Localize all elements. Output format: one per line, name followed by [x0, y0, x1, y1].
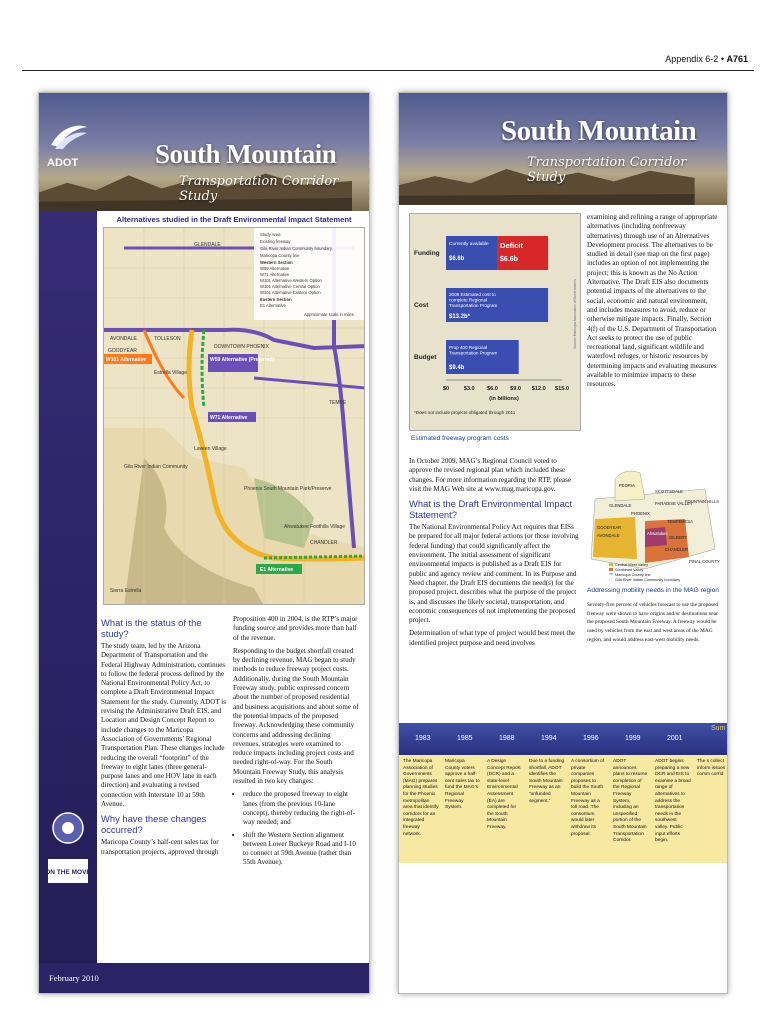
- deis-text-1: The National Environmental Policy Act requires that EISs be prepared for all major federal actions (or those involving federal funding) that could significantly affect the environment. The initial assessment of significant environmental impacts is published as a Draft EIS for public and agency review and comment. In its Purpose and Need chapter, the Draft EIS documents the need(s) for the proposed project, describes what the purpose of the project is, and discusses the likely societal, transportation, and economic consequences of not implementing the proposed project.: [409, 523, 579, 625]
- svg-text:Western Section: Western Section: [260, 260, 293, 265]
- chart-x-tick: $0: [442, 386, 450, 392]
- mobility-map-drawing: [585, 459, 721, 583]
- timeline-year: 1988: [499, 735, 515, 742]
- mobility-text: Seventy-five percent of vehicles forecast to use the proposed freeway were shown to have origins and/or destinations near the proposed South Mountain Freeway. A freeway would be used by vehicles from the east and west areas of the MAG region, and would address east-west mobility needs.: [587, 601, 719, 643]
- left-footer: [39, 963, 369, 993]
- svg-text:AVONDALE: AVONDALE: [110, 336, 137, 342]
- svg-text:TEMPE: TEMPE: [329, 400, 347, 406]
- svg-text:Ahwatukee: Ahwatukee: [647, 531, 668, 536]
- chart-source-note: Source: Maricopa Association of Governments: [573, 279, 577, 349]
- svg-text:GLENDALE: GLENDALE: [194, 242, 221, 248]
- svg-text:CHANDLER: CHANDLER: [665, 547, 689, 552]
- prop400-column: [233, 615, 359, 871]
- svg-text:W101 Alternative Western Optio: W101 Alternative Western Option: [260, 278, 322, 283]
- chart-x-tick: $15.0: [555, 386, 569, 392]
- svg-text:Approximate scale in miles: Approximate scale in miles: [304, 312, 354, 317]
- timeline-event: Due to a funding shortfall, ADOT identifies the South Mountain Freeway as an “unfunded segment.”: [529, 759, 565, 804]
- adot-logo: ADOT: [47, 157, 79, 169]
- timeline-event: The s collect inform issues comm corrid: [697, 759, 726, 778]
- chart-category-label: Funding: [414, 250, 440, 257]
- timeline-event: A Design Concept Report (DCR) and a state-level Environmental Assessment (EA) are completed for the South Mountain Freeway.: [487, 759, 521, 830]
- mobility-map: [585, 459, 721, 583]
- chart-category-label: Budget: [414, 354, 437, 361]
- why-heading: Why have these changes occurred?: [101, 813, 207, 836]
- timeline-year: 2001: [667, 735, 683, 742]
- svg-text:GILBERT: GILBERT: [669, 535, 687, 540]
- w59-label: W59 Alternative (Preferred): [210, 357, 275, 363]
- svg-text:TOLLESON: TOLLESON: [154, 336, 181, 342]
- bar-label-cost: Transportation Program: [449, 303, 498, 309]
- bar-label-cost: 2009 Estimated cost to: [449, 292, 496, 297]
- timeline-event: The Maricopa Association of Governments (MAG) prepares planning studies for the Phoenix metropolitan area that identify corridors for an integrated freeway network.: [403, 759, 439, 837]
- history-timeline: [399, 723, 727, 755]
- deis-heading: What is the Draft Environmental Impact Statement?: [409, 498, 573, 521]
- svg-text:FOUNTAIN HILLS: FOUNTAIN HILLS: [685, 499, 719, 504]
- chart-x-label: (in billions): [489, 396, 519, 402]
- svg-text:DOWNTOWN PHOENIX: DOWNTOWN PHOENIX: [214, 344, 269, 350]
- svg-text:Estrella Village: Estrella Village: [154, 370, 187, 376]
- appendix-label: Appendix 6-2: [665, 54, 719, 64]
- svg-text:Study Area: Study Area: [260, 232, 281, 237]
- svg-text:PEORIA: PEORIA: [619, 483, 635, 488]
- svg-text:W101 Alternative Eastern Optio: W101 Alternative Eastern Option: [260, 290, 321, 295]
- bar-label-budget: Prop 400 Regional: [449, 345, 488, 350]
- left-banner: [39, 93, 369, 211]
- bar-label-cost: complete Regional: [449, 297, 488, 303]
- w101-label: W101 Alternative: [106, 357, 147, 363]
- e1-label: E1 Alternative: [260, 567, 294, 573]
- newsletter-page-inside: [398, 92, 728, 994]
- status-heading: What is the status of the study?: [101, 617, 202, 639]
- svg-text:Existing freeway: Existing freeway: [260, 239, 291, 244]
- map-title: Alternatives studied in the Draft Environmental Impact Statement: [116, 215, 352, 224]
- status-text: The study team, led by the Arizona Department of Transportation and the Federal Highway Administration, continues to follow the federal process defined by the National Environmental Policy Act, to complete a Draft Environmental Impact Statement for the study. Currently, ADOT is revising the Administrative Draft EIS, and Location and Design Concept Report to include changes to the Maricopa Association of Governments’ Regional Transportation Plan. These changes include reducing the overall “footprint” of the freeway to eight lanes (three general-purpose lanes and one HOV lane in each direction) and evaluating a revised connection with Interstate 10 at 59th Avenue.: [101, 642, 227, 809]
- bar-value-available: $6.6b: [449, 256, 465, 262]
- timeline-year: 1983: [415, 735, 431, 742]
- map-drawing: [104, 228, 365, 605]
- alternatives-map: [97, 211, 370, 609]
- svg-text:SCOTTSDALE: SCOTTSDALE: [655, 489, 683, 494]
- prop-text-2: Responding to the budget shortfall created by declining revenue, MAG began to study methods to reduce freeway project costs. Additionally, during the South Mountain Freeway study, public expressed concern about the number of proposed residential and business acquisitions and about some of the potential impacts of the proposed freeway. Acknowledging these community concerns and addressing declining revenues, strategies were examined to reduce impacts including project costs and needed right-of-way. For the South Mountain Freeway Study, this analysis resulted in two key changes:: [233, 646, 359, 786]
- left-title: South Mountain: [155, 139, 337, 169]
- status-column: [101, 615, 227, 861]
- page-number: A761: [726, 54, 748, 64]
- bar-label-deficit: Deficit: [500, 241, 523, 250]
- deis-column: [409, 457, 579, 652]
- freeway-cost-chart: [409, 213, 581, 431]
- change-item: • shift the Western Section alignment between Lower Buckeye Road and I-10 to connect at 59th Avenue (rather than 55th Avenue).: [243, 831, 359, 868]
- svg-text:Ahwatukee Foothills Village: Ahwatukee Foothills Village: [284, 524, 346, 530]
- chart-x-tick: $12.0: [531, 386, 546, 392]
- right-title: South Mountain: [501, 115, 697, 147]
- e1-alternative-route: [264, 556, 365, 558]
- timeline-year: 1994: [541, 735, 557, 742]
- bar-value-deficit: $6.6b: [500, 256, 518, 263]
- right-banner: [399, 93, 727, 205]
- timeline-year: 1999: [625, 735, 641, 742]
- svg-text:GOODYEAR: GOODYEAR: [108, 348, 137, 354]
- svg-text:Maricopa County line: Maricopa County line: [260, 253, 300, 258]
- timeline-event: ADOT announces plans to resume completion of the Regional Freeway System, including an unspecified portion of the South Mountain Transportation Corridor.: [613, 759, 648, 844]
- svg-text:Southeast Valley: Southeast Valley: [615, 568, 644, 572]
- page-header: Appendix 6-2 • A761: [665, 54, 748, 64]
- svg-text:Sierra Estrella: Sierra Estrella: [110, 588, 142, 594]
- header-rule: [22, 70, 754, 71]
- chart-svg: [410, 214, 582, 432]
- svg-text:Eastern Section: Eastern Section: [260, 297, 292, 302]
- svg-text:E1 Alternative: E1 Alternative: [260, 303, 286, 308]
- on-the-move-text: ON THE MOVE: [45, 869, 91, 876]
- issue-date: February 2010: [49, 973, 99, 983]
- svg-text:MESA: MESA: [681, 519, 693, 524]
- timeline-event: ADOT begins preparing a new DCR and EIS to examine a broad range of alternatives to address the transportation needs in the southwest valley. Public input efforts begin.: [655, 759, 691, 844]
- timeline-year: 1996: [583, 735, 599, 742]
- why-text: Maricopa County’s half-cent sales tax for transportation projects, approved through: [101, 838, 219, 856]
- intro-column: [587, 213, 719, 394]
- chart-category-label: Cost: [414, 302, 429, 309]
- central-west-valley-area: [593, 517, 637, 559]
- timeline-event: A consortium of private companies proposes to build the South Mountain Freeway as a toll road. The consortium would later withdraw its proposal.: [571, 759, 605, 837]
- newsletter-page-front: [38, 92, 370, 994]
- chart-x-tick: $9.0: [510, 386, 522, 392]
- purple-sidebar: [39, 93, 97, 993]
- deis-text-2: Determination of what type of project would best meet the identified project purpose and need involves: [409, 629, 576, 647]
- right-subtitle: Transportation Corridor Study: [527, 155, 687, 185]
- map-image: [103, 227, 365, 605]
- bar-value-budget: $9.4b: [449, 365, 465, 371]
- chart-caption: Estimated freeway program costs: [411, 435, 509, 442]
- svg-text:GLENDALE: GLENDALE: [609, 503, 632, 508]
- timeline-year: 1985: [457, 735, 473, 742]
- svg-text:CHANDLER: CHANDLER: [310, 540, 338, 546]
- svg-text:AVONDALE: AVONDALE: [597, 533, 620, 538]
- svg-text:Phoenix South Mountain Park/Pr: Phoenix South Mountain Park/Preserve: [244, 486, 332, 492]
- change-item: • reduce the proposed freeway to eight lanes (from the previous 10-lane concept), thereby reducing the right-of-way needed; and: [243, 790, 359, 827]
- svg-text:PHOENIX: PHOENIX: [631, 511, 650, 516]
- sidebar-graphics: [39, 93, 97, 994]
- timeline-event: Maricopa County voters approve a half-cent sales tax to fund the MAG’s Regional Freeway System.: [445, 759, 480, 811]
- chart-note: *Does not include projects obligated through 2011: [414, 410, 516, 415]
- rtp-approval-text: In October 2009, MAG’s Regional Council voted to approve the revised regional plan which included these changes. For more information regarding the RTP, please visit the MAG Web site at www.mag.maricopa.gov.: [409, 457, 572, 493]
- svg-text:Central West Valley: Central West Valley: [615, 563, 648, 567]
- bar-value-cost: $13.2b*: [449, 314, 471, 320]
- intro-text: examining and refining a range of appropriate alternatives (including nonfreeway alternatives) through use of an Alternatives Development process. The alternatives to be studied in detail (see map on the first page) includes an option of not implementing the project; this is known as the No Action Alternative. The Draft EIS also documents potential impacts of the alternatives to the social, economic and natural environment, and includes measures to avoid, reduce or otherwise mitigate impacts. Finally, Section 4(f) of the U.S. Department of Transportation Act seeks to protect the use of public recreational land, significant wildlife and waterfowl refuges, or historic resources by determining impacts and evaluating measures available to minimize impacts to these resources.: [587, 213, 718, 389]
- adot-swoosh-icon: [49, 121, 89, 151]
- svg-text:Gila River Indian Community bo: Gila River Indian Community boundary: [615, 578, 681, 582]
- svg-text:Laveen Village: Laveen Village: [194, 446, 227, 452]
- svg-text:Gila River Indian Community: Gila River Indian Community: [124, 464, 188, 470]
- svg-text:TEMPE: TEMPE: [667, 519, 682, 524]
- prop-text-1: Proposition 400 in 2004, is the RTP’s major funding source and provides more than half of the revenue.: [233, 615, 358, 642]
- chart-x-tick: $6.0: [486, 386, 498, 392]
- mobility-column: [587, 587, 723, 649]
- svg-text:W101 Alternative Central Optio: W101 Alternative Central Option: [260, 284, 320, 289]
- svg-text:W59 Alternative: W59 Alternative: [260, 266, 290, 271]
- timeline-events: [399, 755, 727, 863]
- mobility-title: Addressing mobility needs in the MAG region: [587, 587, 719, 594]
- svg-text:GOODYEAR: GOODYEAR: [597, 525, 622, 530]
- svg-text:PARADISE VALLEY: PARADISE VALLEY: [655, 501, 693, 506]
- svg-text:Gila River Indian Community bo: Gila River Indian Community boundary: [260, 246, 332, 251]
- bar-label-available: Currently available: [449, 242, 489, 247]
- chart-x-tick: $3.0: [463, 386, 475, 392]
- svg-text:Maricopa County line: Maricopa County line: [615, 573, 651, 577]
- svg-text:PINAL COUNTY: PINAL COUNTY: [689, 559, 720, 564]
- svg-text:W71 Alternative: W71 Alternative: [260, 272, 290, 277]
- w71-label: W71 Alternative: [210, 415, 248, 421]
- bar-label-budget: Transportation Program: [449, 350, 498, 356]
- timeline-year: Sum: [711, 725, 726, 732]
- left-subtitle: Transportation Corridor Study: [179, 174, 339, 204]
- changes-list: [243, 790, 359, 867]
